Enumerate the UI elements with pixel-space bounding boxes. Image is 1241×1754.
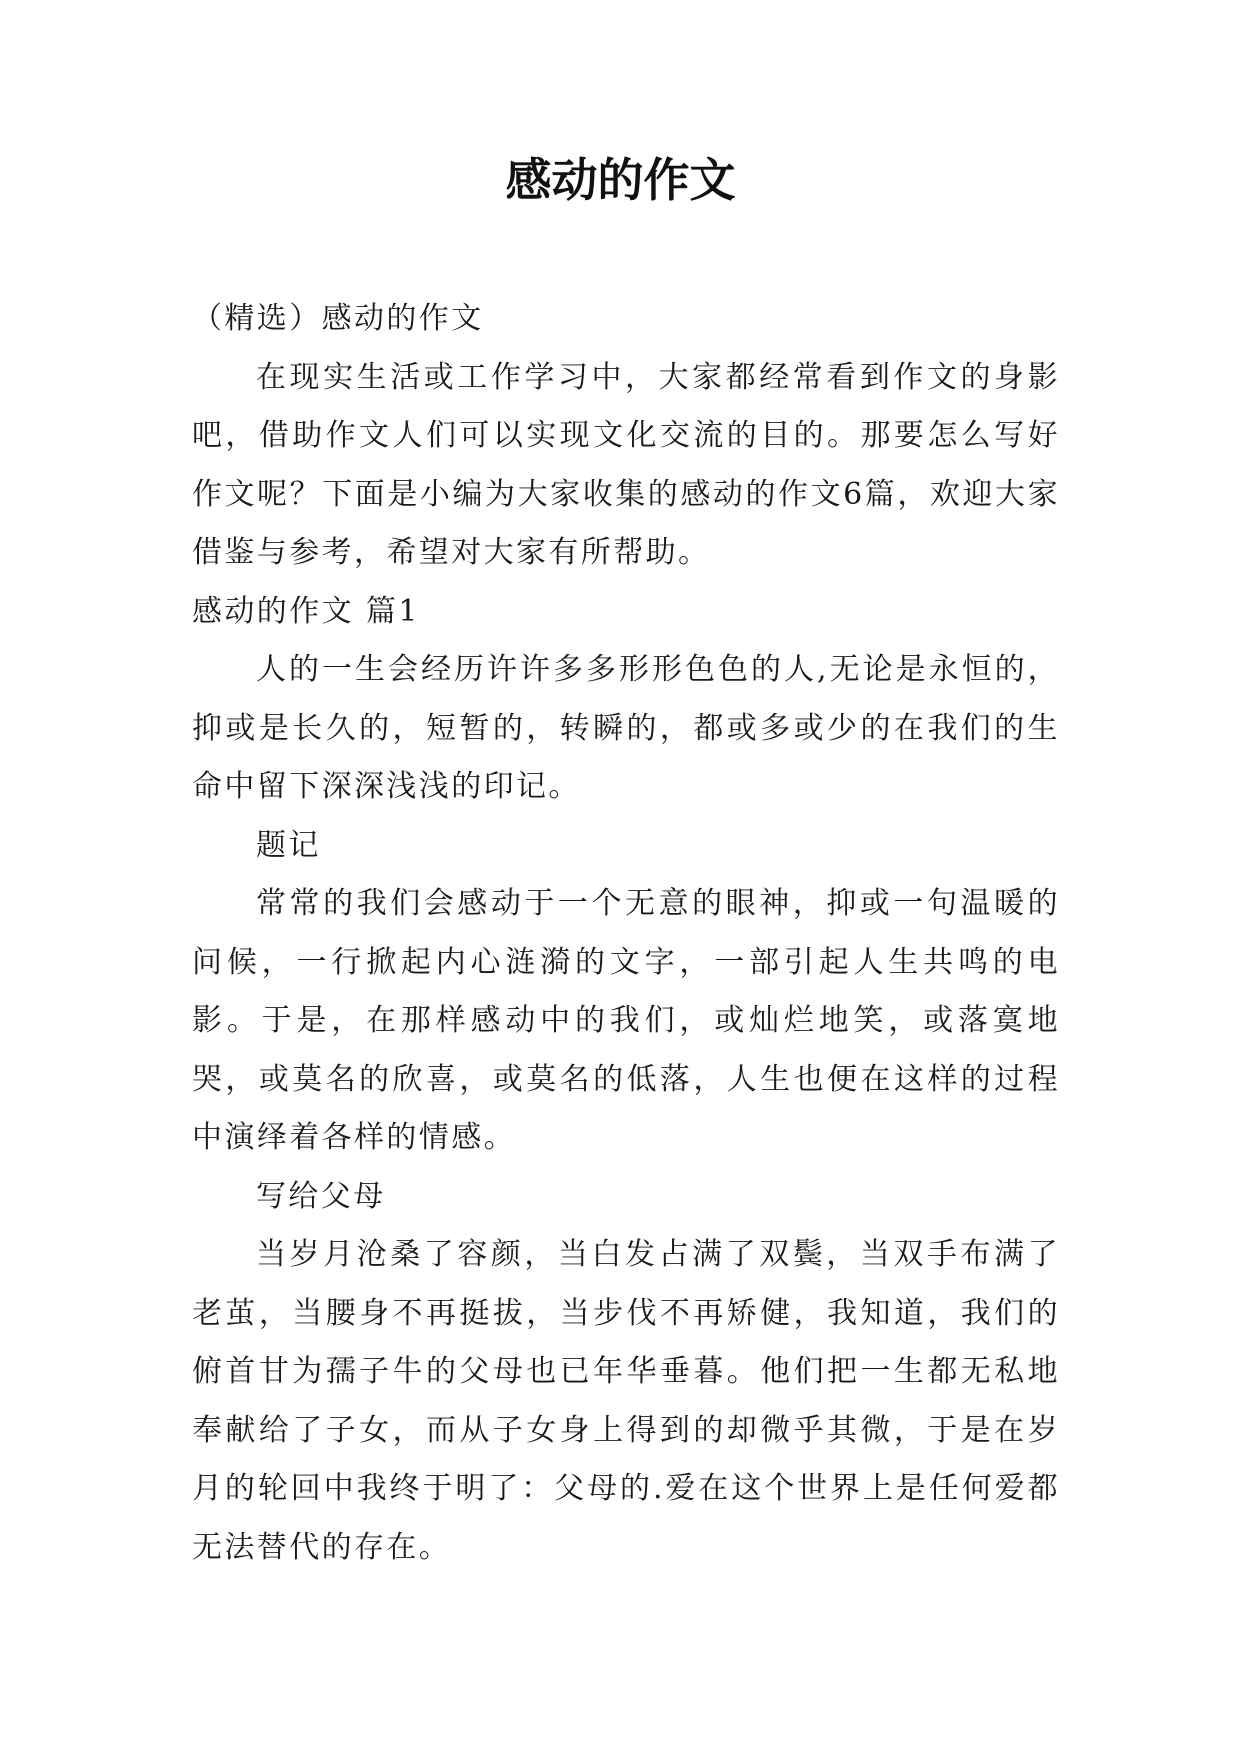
body-paragraph: 当岁月沧桑了容颜，当白发占满了双鬓，当双手布满了老茧，当腰身不再挺拔，当步伐不再矫健，我知道，我们的俯首甘为孺子牛的父母也已年华垂暮。他们把一生都无私地奉献给了子女，而从子女身上得到的却微乎其微，于是在岁月的轮回中我终于明了：父母的.爱在这个世界上是任何爱都无法替代的存在。 bbox=[192, 1237, 1060, 1565]
intro-paragraph: 在现实生活或工作学习中，大家都经常看到作文的身影吧，借助作文人们可以实现文化交流的目的。那要怎么写好作文呢？下面是小编为大家收集的感动的作文6篇，欢迎大家借鉴与参考，希望对大家有所帮助。 bbox=[192, 359, 1060, 570]
body-paragraph: 常常的我们会感动于一个无意的眼神，抑或一句温暖的问候，一行掀起内心涟漪的文字，一部引起人生共鸣的电影。于是，在那样感动中的我们，或灿烂地笑，或落寞地哭，或莫名的欣喜，或莫名的低落，人生也便在这样的过程中演绎着各样的情感。 bbox=[192, 886, 1060, 1155]
subheading-epigraph: 题记 bbox=[256, 827, 321, 863]
body-paragraph: 人的一生会经历许许多多形形色色的人,无论是永恒的，抑或是长久的，短暂的，转瞬的，都或多或少的在我们的生命中留下深深浅浅的印记。 bbox=[192, 652, 1060, 804]
document-title: 感动的作文 bbox=[505, 153, 736, 207]
document-body bbox=[192, 290, 1060, 1577]
subheading-to-parents: 写给父母 bbox=[256, 1178, 386, 1214]
section-heading: 感动的作文 篇1 bbox=[192, 593, 420, 629]
subtitle-line: （精选）感动的作文 bbox=[192, 301, 484, 336]
